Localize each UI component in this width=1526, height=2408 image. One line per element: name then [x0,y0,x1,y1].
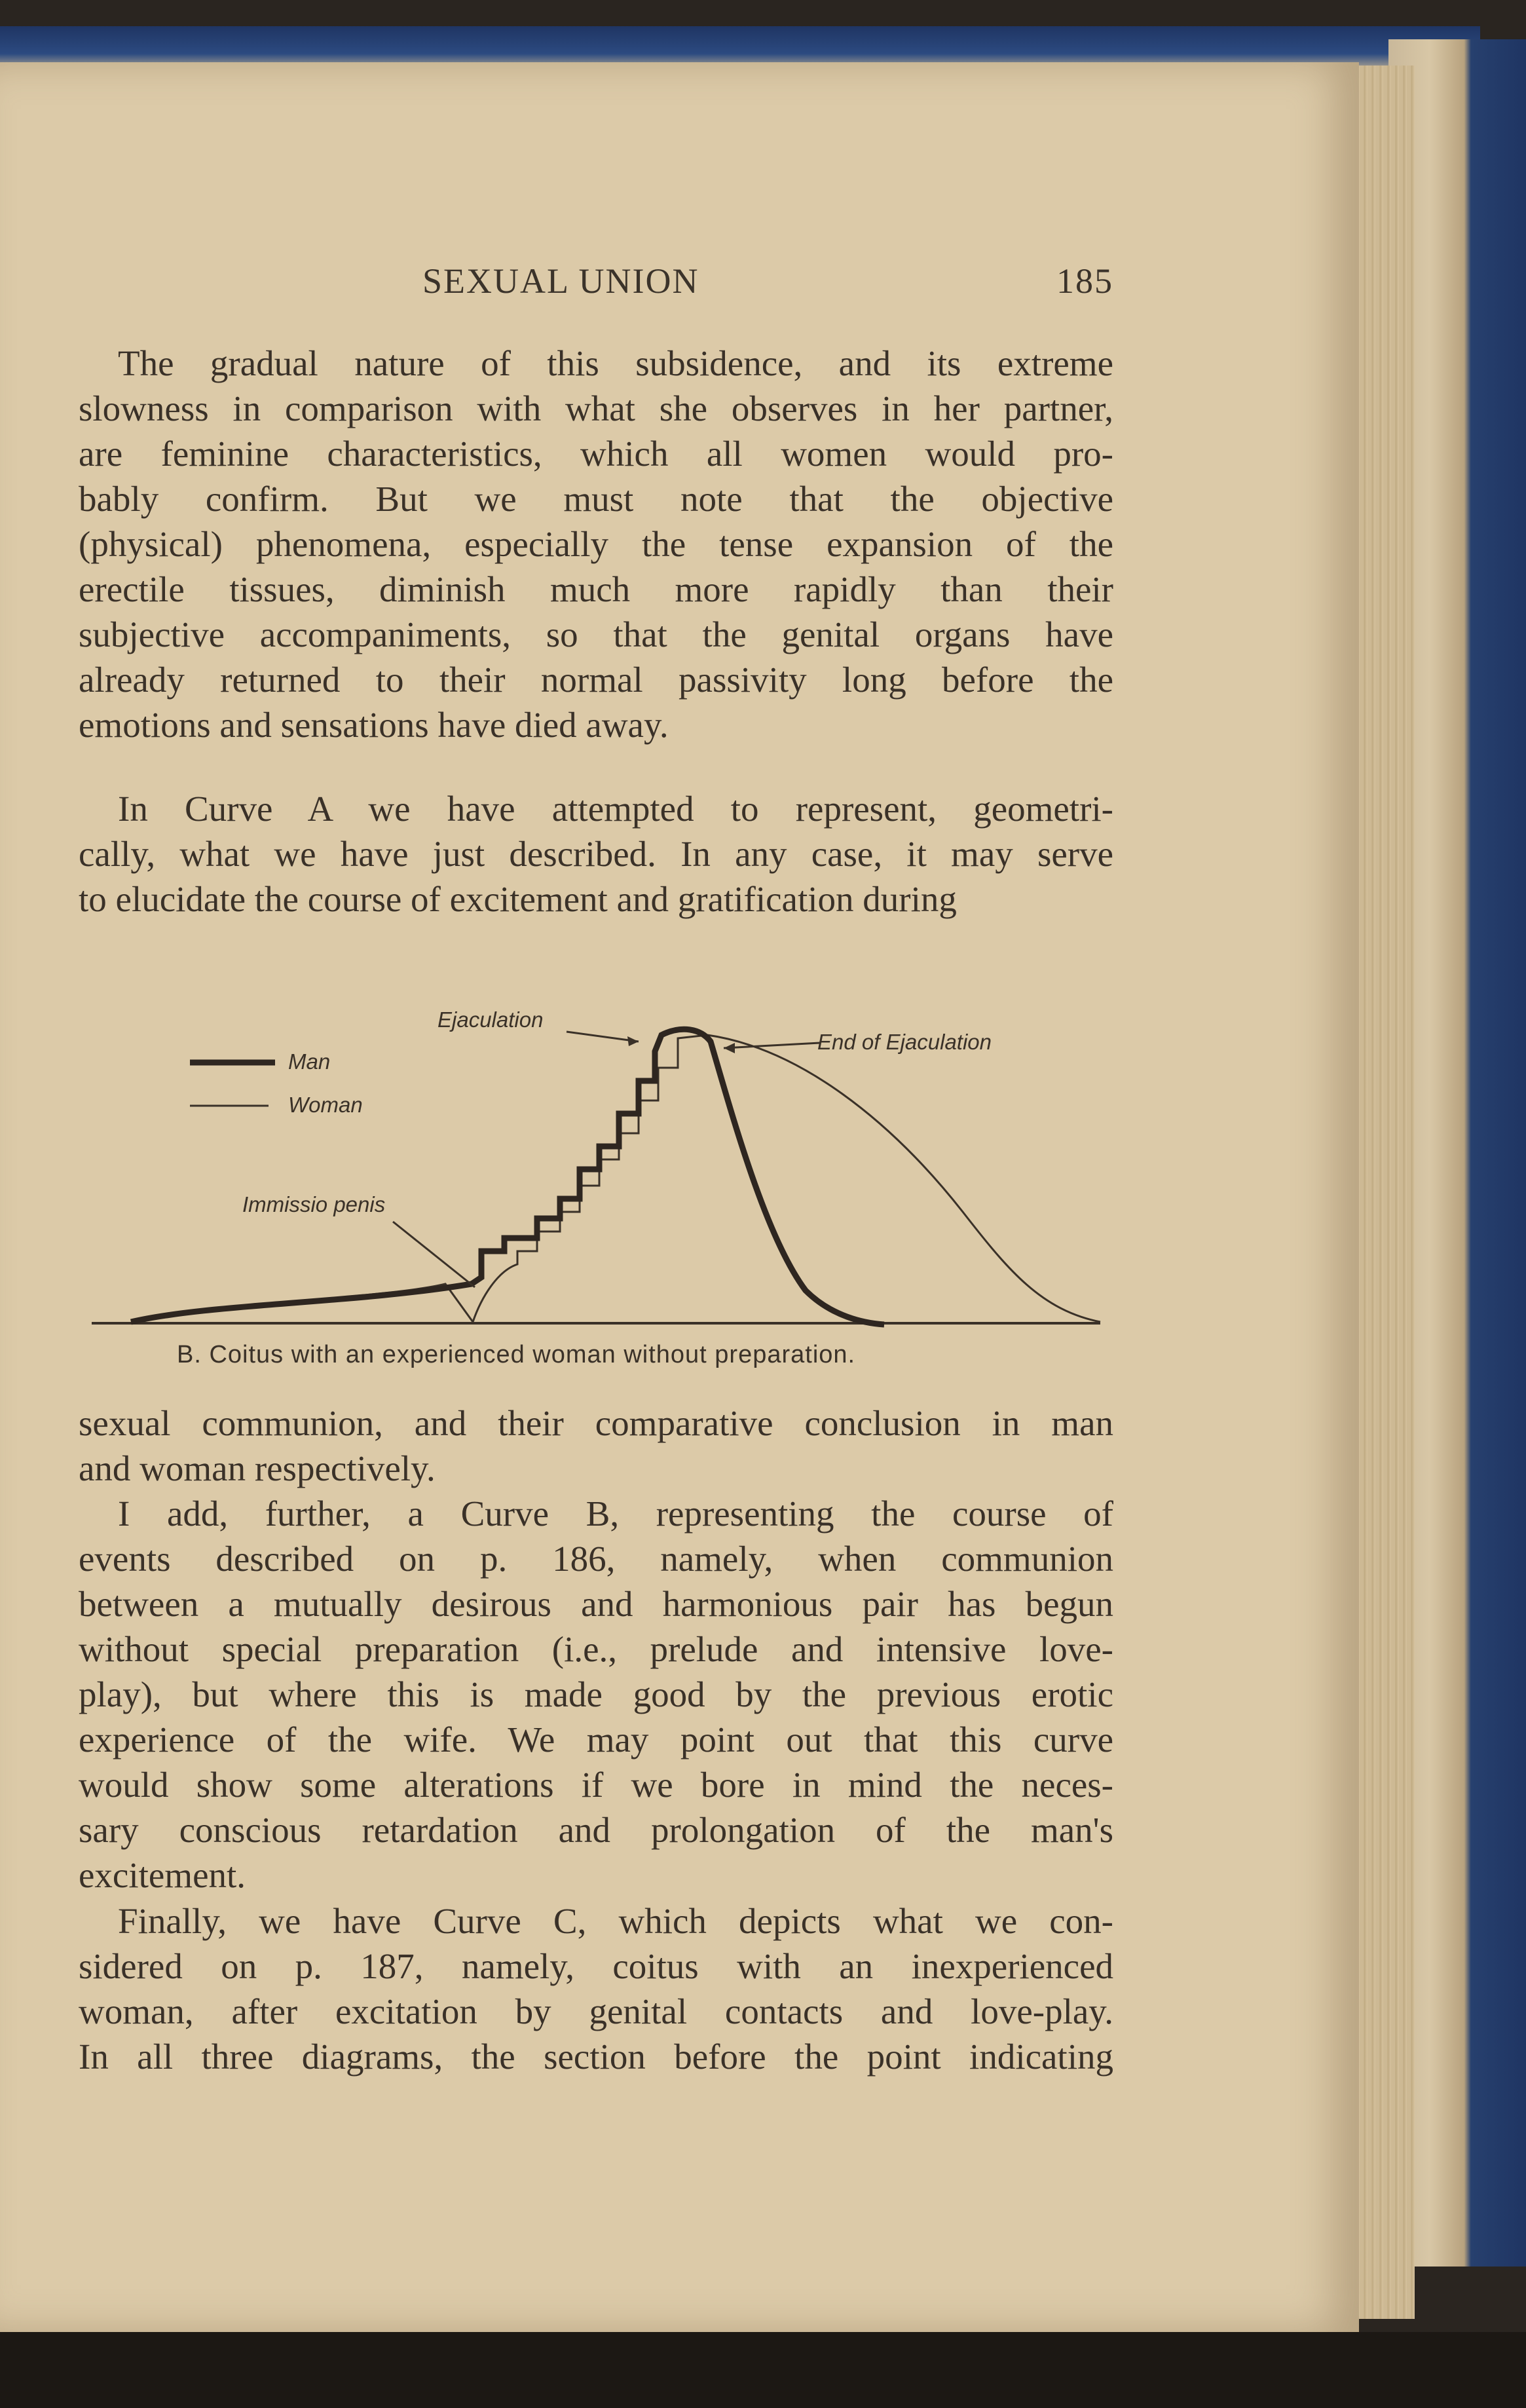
text-line: to elucidate the course of excitement and gratification during [79,879,957,919]
immissio-penis-label: Immissio penis [242,1192,386,1216]
text-line: (physical) phenomena, especially the tense expansion of the [79,524,1113,564]
text-line: and woman respectively. [79,1448,436,1488]
text-line: Finally, we have Curve C, which depicts what we con- [118,1901,1113,1941]
text-line: sidered on p. 187, namely, coitus with an inexperienced [79,1946,1113,1986]
text-line: subjective accompaniments, so that the genital organs have [79,614,1113,654]
paragraph-2 [79,786,1113,922]
text-line: In Curve A we have attempted to represent, geometri- [118,789,1113,829]
text-line: emotions and sensations have died away. [79,705,669,745]
paragraph-3 [79,1401,1113,1491]
man-curve [131,1029,884,1325]
running-head [79,261,1113,313]
text-line: would show some alterations if we bore in mind the neces- [79,1765,1113,1805]
curve-b-figure [79,989,1126,1356]
text-line: cally, what we have just described. In any case, it may serve [79,834,1113,874]
text-line: excitement. [79,1855,246,1895]
text-line: erectile tissues, diminish much more rapidly than their [79,569,1113,609]
end-ejaculation-pointer [724,1043,820,1048]
immissio-pointer [393,1222,475,1287]
text-line: sary conscious retardation and prolongation of the man's [79,1810,1113,1850]
text-line: sexual communion, and their comparative conclusion in man [79,1403,1113,1443]
text-line: without special preparation (i.e., prelude and intensive love- [79,1629,1113,1669]
legend-woman-label: Woman [288,1093,363,1117]
end-ejaculation-arrowhead [724,1043,735,1053]
end-of-ejaculation-label: End of Ejaculation [817,1030,992,1054]
woman-curve [138,1035,1100,1322]
paragraph-1 [79,341,1113,747]
text-line: The gradual nature of this subsidence, and its extreme [118,343,1113,383]
text-line: already returned to their normal passivity long before the [79,660,1113,700]
text-line: events described on p. 186, namely, when communion [79,1539,1113,1579]
paragraph-5 [79,1898,1113,2079]
ejaculation-arrowhead [627,1036,639,1046]
figure-caption: B. Coitus with an experienced woman without preparation. [177,1341,856,1368]
ejaculation-label: Ejaculation [437,1007,544,1032]
text-line: between a mutually desirous and harmonious pair has begun [79,1584,1113,1624]
text-line: play), but where this is made good by the previous erotic [79,1674,1113,1714]
legend-man-label: Man [288,1049,331,1074]
text-line: In all three diagrams, the section before the point indicating [79,2037,1113,2077]
page-number: 185 [1056,261,1113,301]
text-line: bably confirm. But we must note that the objective [79,479,1113,519]
text-line: I add, further, a Curve B, representing the course of [118,1494,1113,1533]
background-below-book [0,2332,1526,2408]
text-line: slowness in comparison with what she observes in her partner, [79,388,1113,428]
running-head-title: SEXUAL UNION [422,261,699,301]
text-line: are feminine characteristics, which all women would pro- [79,434,1113,474]
text-line: experience of the wife. We may point out that this curve [79,1720,1113,1759]
paragraph-4 [79,1491,1113,1898]
text-line: woman, after excitation by genital contacts and love-play. [79,1991,1113,2031]
